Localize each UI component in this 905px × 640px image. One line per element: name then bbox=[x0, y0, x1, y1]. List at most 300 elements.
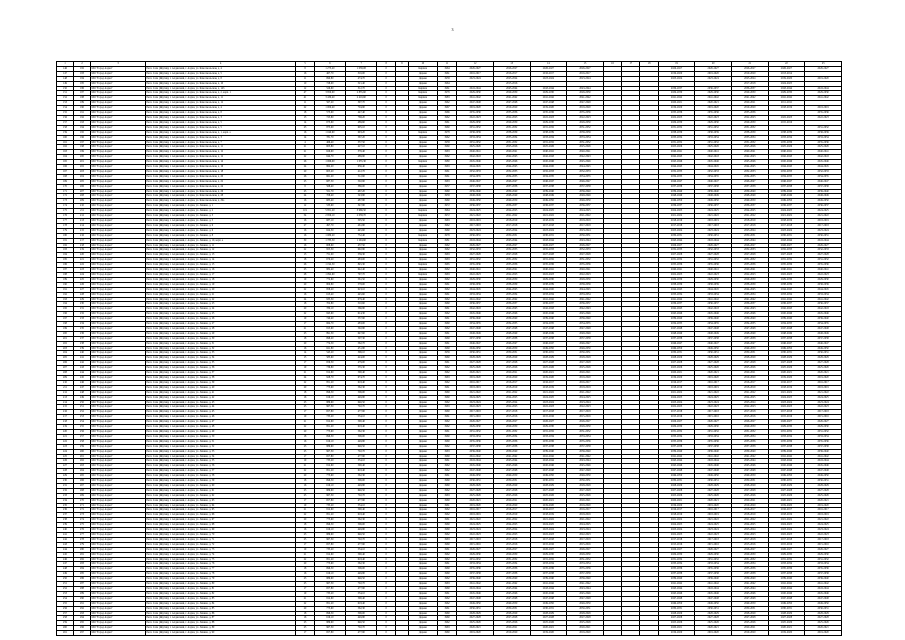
table-cell: Респ. Саха (Якутия), г. Алданский, г. Алдан, ул. Ленина, д. 23 bbox=[145, 302, 295, 307]
table-cell: 2027-2028 bbox=[658, 488, 695, 493]
table-cell: 2037-2038 bbox=[457, 444, 494, 449]
table-cell: 2049-2050 bbox=[493, 601, 530, 606]
table-cell: МО "Город Алдан" bbox=[91, 111, 146, 116]
table-cell: 2033-2034 bbox=[457, 135, 494, 140]
table-cell: 1960 bbox=[437, 454, 457, 459]
table-cell: Респ. Саха (Якутия), г. Алданский, г. Алдан, ул. Ленина, д. 25 bbox=[145, 312, 295, 317]
table-cell: 216 bbox=[74, 233, 91, 238]
table-cell: 2028-2029 bbox=[731, 611, 768, 616]
table-cell: 2039-2040 bbox=[530, 577, 567, 582]
table-cell: 0 bbox=[377, 130, 395, 135]
table-cell: Деревя bbox=[408, 219, 437, 224]
table-cell: 2019-2020 bbox=[731, 503, 768, 508]
table-cell: 0 bbox=[377, 292, 395, 297]
table-cell: 2021-2022 bbox=[768, 518, 805, 523]
table-cell: 2042-2043 bbox=[493, 155, 530, 160]
table-cell: 2025-2026 bbox=[658, 621, 695, 626]
table-cell: 1962 bbox=[437, 155, 457, 160]
table-cell: 2011-2012 bbox=[768, 101, 805, 106]
table-cell: 2024-2025 bbox=[530, 209, 567, 214]
table-cell: 241 bbox=[57, 533, 74, 538]
table-cell: 2031-2032 bbox=[457, 140, 494, 145]
table-cell: 2030-2031 bbox=[493, 233, 530, 238]
table-cell: 506,00 bbox=[346, 434, 377, 439]
table-cell: 2040-2041 bbox=[530, 150, 567, 155]
table-cell: 2022-2023 bbox=[658, 115, 695, 120]
table-cell: 0 bbox=[377, 307, 395, 312]
table-cell: 2020-2021 bbox=[493, 626, 530, 631]
table-cell: 2025-2026 bbox=[695, 366, 732, 371]
table-cell: 1962 bbox=[437, 312, 457, 317]
table-cell: 2018-2019 bbox=[658, 385, 695, 390]
table-cell: 231 bbox=[74, 307, 91, 312]
table-cell: 174 bbox=[57, 204, 74, 209]
table-cell: 2045-2046 bbox=[805, 464, 842, 469]
table-cell: 657,80 bbox=[314, 410, 345, 415]
table-cell: 254 bbox=[74, 420, 91, 425]
table-cell: 18 bbox=[296, 611, 314, 616]
table-cell: 2045-2046 bbox=[457, 591, 494, 596]
table-cell: 2039-2040 bbox=[530, 317, 567, 322]
table-cell: 2038-2039 bbox=[457, 282, 494, 287]
table-cell: 773,90 bbox=[314, 429, 345, 434]
table-cell: 2045-2046 bbox=[731, 312, 768, 317]
table-cell: 2035-2036 bbox=[805, 439, 842, 444]
table-cell: 1961 bbox=[437, 120, 457, 125]
table-cell: 2017-2018 bbox=[805, 410, 842, 415]
table-cell: 19 bbox=[296, 277, 314, 282]
table-cell: 2040-2041 bbox=[567, 268, 604, 273]
table-cell: 248 bbox=[74, 390, 91, 395]
table-cell: 2015-2016 bbox=[530, 415, 567, 420]
table-cell: Деревя bbox=[408, 616, 437, 621]
table-cell: 2031-2032 bbox=[567, 125, 604, 130]
table-cell: 183 bbox=[74, 71, 91, 76]
table-cell: Деревя bbox=[408, 228, 437, 233]
table-cell: 2018-2019 bbox=[493, 219, 530, 224]
table-cell: 618,40 bbox=[346, 513, 377, 518]
table-cell: 2025-2026 bbox=[567, 145, 604, 150]
table-cell: 2033-2034 bbox=[493, 135, 530, 140]
table-cell: Респ. Саха (Якутия), г. Алданский, г. Алдан, ул. Ленина, д. 67 bbox=[145, 518, 295, 523]
table-cell: 2045-2046 bbox=[493, 160, 530, 165]
table-cell: 2019-2020 bbox=[567, 376, 604, 381]
table-cell: 228 bbox=[57, 469, 74, 474]
table-cell: Респ. Саха (Якутия), г. Алданский, г. Алдан, ул. Ленина, д. 61 bbox=[145, 488, 295, 493]
table-cell: 2041-2042 bbox=[731, 582, 768, 587]
table-cell: 2045-2046 bbox=[530, 591, 567, 596]
table-cell: 2045-2046 bbox=[530, 312, 567, 317]
table-cell: 1960 bbox=[437, 483, 457, 488]
table-cell: 2026-2027 bbox=[567, 243, 604, 248]
table-cell: 2026-2027 bbox=[530, 547, 567, 552]
table-cell: 693,20 bbox=[346, 130, 377, 135]
table-cell: Респ. Саха (Якутия), г. Алданский, г. Алдан, ул. Ленина, д. 55 bbox=[145, 459, 295, 464]
table-cell: 2028-2029 bbox=[457, 611, 494, 616]
table-cell: 2025-2026 bbox=[658, 145, 695, 150]
table-cell: 1960 bbox=[437, 390, 457, 395]
table-cell: 2040-2041 bbox=[695, 150, 732, 155]
table-cell: 2045-2046 bbox=[493, 464, 530, 469]
table-cell: 150 bbox=[57, 86, 74, 91]
table-cell: 0 bbox=[377, 331, 395, 336]
table-cell: Респ. Саха (Якутия), г. Алданский, г. Алдан, ул. Ленина, д. 77 bbox=[145, 567, 295, 572]
table-cell: 2040-2041 bbox=[805, 150, 842, 155]
table-cell: Деревя bbox=[408, 282, 437, 287]
table-cell: 2047-2048 bbox=[493, 326, 530, 331]
table-cell: 507,30 bbox=[346, 336, 377, 341]
table-cell: МО "Город Алдан" bbox=[91, 376, 146, 381]
table-cell: 226 bbox=[74, 282, 91, 287]
table-cell: 2047-2048 bbox=[768, 596, 805, 601]
table-cell: 2048-2049 bbox=[457, 194, 494, 199]
table-cell: 2030-2031 bbox=[567, 479, 604, 484]
table-cell: 647,60 bbox=[346, 331, 377, 336]
table-cell: Деревя bbox=[408, 307, 437, 312]
table-cell: 2025-2026 bbox=[530, 145, 567, 150]
table-cell: Деревя bbox=[408, 626, 437, 631]
table-cell: 22 bbox=[296, 287, 314, 292]
table-cell: 23 bbox=[296, 331, 314, 336]
table-cell: 2041-2042 bbox=[530, 96, 567, 101]
table-cell: МО "Город Алдан" bbox=[91, 621, 146, 626]
table-cell: 2046-2047 bbox=[695, 341, 732, 346]
table-cell: 2021-2022 bbox=[530, 390, 567, 395]
table-cell: МО "Город Алдан" bbox=[91, 341, 146, 346]
table-cell: 0 bbox=[377, 233, 395, 238]
table-cell: 16 bbox=[296, 483, 314, 488]
table-cell: 0 bbox=[377, 287, 395, 292]
table-cell: 2033-2034 bbox=[658, 292, 695, 297]
table-cell: 2035-2036 bbox=[805, 140, 842, 145]
table-cell: 0 bbox=[377, 621, 395, 626]
table-cell: 590,40 bbox=[346, 371, 377, 376]
table-cell: 2027-2028 bbox=[768, 253, 805, 258]
table-cell: 2026-2027 bbox=[805, 66, 842, 71]
table-cell: 2019-2020 bbox=[768, 376, 805, 381]
table-cell: 2041-2042 bbox=[567, 582, 604, 587]
table-cell: 292 bbox=[74, 606, 91, 611]
table-cell: 690,80 bbox=[314, 76, 345, 81]
table-cell: 1961 bbox=[437, 71, 457, 76]
table-cell: 207 bbox=[74, 189, 91, 194]
table-cell: Респ. Саха (Якутия), г. Алданский, г. Алдан, ул. Комсомольская, д. 20 bbox=[145, 174, 295, 179]
table-cell: 237 bbox=[74, 336, 91, 341]
table-cell: 2039-2040 bbox=[493, 449, 530, 454]
table-cell: 2019-2020 bbox=[457, 631, 494, 636]
table-cell: 619,10 bbox=[314, 572, 345, 577]
table-cell: 0 bbox=[377, 66, 395, 71]
table-cell: 223 bbox=[74, 268, 91, 273]
table-cell: 692,80 bbox=[346, 248, 377, 253]
table-cell: 618,40 bbox=[346, 380, 377, 385]
table-cell: 2017-2018 bbox=[567, 410, 604, 415]
table-cell: Деревя bbox=[408, 120, 437, 125]
table-cell: 2049-2050 bbox=[658, 601, 695, 606]
table-cell: 2020-2021 bbox=[695, 371, 732, 376]
table-cell: 193 bbox=[57, 297, 74, 302]
table-cell: Деревя bbox=[408, 135, 437, 140]
table-cell: 2043-2044 bbox=[768, 238, 805, 243]
table-cell: 2032-2033 bbox=[805, 169, 842, 174]
table-cell: 0 bbox=[377, 76, 395, 81]
table-cell: 20 bbox=[296, 169, 314, 174]
table-cell: Респ. Саха (Якутия), г. Алданский, г. Алдан, ул. Комсомольская, д. 2, корп. 1 bbox=[145, 91, 295, 96]
table-cell: 2033-2034 bbox=[731, 562, 768, 567]
table-cell: 0 bbox=[377, 415, 395, 420]
table-cell: 2045-2046 bbox=[658, 464, 695, 469]
table-cell: 1962 bbox=[437, 400, 457, 405]
table-cell: 2035-2036 bbox=[695, 567, 732, 572]
table-cell: 260 bbox=[57, 626, 74, 631]
table-cell: 18 bbox=[296, 567, 314, 572]
table-cell: 2037-2038 bbox=[457, 572, 494, 577]
table-cell: 2024-2025 bbox=[768, 523, 805, 528]
table-cell: МО "Город Алдан" bbox=[91, 429, 146, 434]
table-cell: 2046-2047 bbox=[731, 179, 768, 184]
table-cell: 2046-2047 bbox=[805, 179, 842, 184]
table-cell: 263 bbox=[74, 464, 91, 469]
table-cell: 199 bbox=[74, 150, 91, 155]
table-cell: 22 bbox=[296, 380, 314, 385]
table-cell: 2017-2018 bbox=[457, 223, 494, 228]
table-cell: Респ. Саха (Якутия), г. Алданский, г. Алдан, ул. Ленина, д. 81 bbox=[145, 586, 295, 591]
table-cell: 543,80 bbox=[346, 194, 377, 199]
table-cell: 2041-2042 bbox=[567, 96, 604, 101]
table-cell: 261 bbox=[57, 631, 74, 636]
table-cell: 8 bbox=[296, 184, 314, 189]
table-cell: 2035-2036 bbox=[768, 140, 805, 145]
table-cell: МО "Город Алдан" bbox=[91, 385, 146, 390]
table-cell: 1963 bbox=[437, 449, 457, 454]
table-cell: 2033-2034 bbox=[457, 292, 494, 297]
table-cell: 619,10 bbox=[314, 616, 345, 621]
table-cell: 23 bbox=[296, 577, 314, 582]
table-cell: 206 bbox=[74, 184, 91, 189]
table-cell: 0 bbox=[377, 101, 395, 106]
table-cell: 281 bbox=[74, 552, 91, 557]
header-cell: 12 bbox=[457, 62, 494, 67]
table-cell: Деревя bbox=[408, 513, 437, 518]
table-cell: 2026-2027 bbox=[695, 243, 732, 248]
table-cell: 483,00 bbox=[346, 258, 377, 263]
table-cell: Деревя bbox=[408, 621, 437, 626]
table-cell: 2036-2037 bbox=[567, 204, 604, 209]
table-cell: 1981 bbox=[437, 238, 457, 243]
table-cell: 882,40 bbox=[314, 268, 345, 273]
table-cell: 2022-2023 bbox=[805, 405, 842, 410]
table-cell: 2015-2016 bbox=[768, 120, 805, 125]
table-cell: 2023-2024 bbox=[658, 228, 695, 233]
table-cell: МО "Город Алдан" bbox=[91, 390, 146, 395]
table-row bbox=[57, 631, 842, 636]
table-cell: 8 bbox=[296, 66, 314, 71]
table-cell: 1962 bbox=[437, 444, 457, 449]
table-cell: 216 bbox=[57, 410, 74, 415]
table-cell: МО "Город Алдан" bbox=[91, 66, 146, 71]
header-cell: 7 bbox=[346, 62, 377, 67]
table-cell: 25 bbox=[296, 582, 314, 587]
table-cell: 2039-2040 bbox=[731, 449, 768, 454]
table-cell: 1963 bbox=[437, 493, 457, 498]
table-cell: 2048-2049 bbox=[530, 331, 567, 336]
table-cell: 18 bbox=[296, 336, 314, 341]
table-cell: 2023-2024 bbox=[695, 528, 732, 533]
table-cell: 250 bbox=[74, 400, 91, 405]
table-cell: 17 bbox=[296, 454, 314, 459]
table-cell: 0 bbox=[377, 626, 395, 631]
table-cell: 0 bbox=[377, 361, 395, 366]
table-cell: МО "Город Алдан" bbox=[91, 444, 146, 449]
table-cell: 2039-2040 bbox=[493, 577, 530, 582]
table-cell: 223 bbox=[57, 444, 74, 449]
table-cell: 2017-2018 bbox=[493, 410, 530, 415]
table-cell: 2040-2041 bbox=[695, 268, 732, 273]
table-cell: 20 bbox=[296, 518, 314, 523]
table-cell: 590,40 bbox=[346, 420, 377, 425]
table-cell: 1964 bbox=[437, 81, 457, 86]
table-cell: 614,30 bbox=[346, 312, 377, 317]
table-cell: 935,30 bbox=[314, 297, 345, 302]
table-cell: 618,40 bbox=[346, 469, 377, 474]
table-cell: 274 bbox=[74, 518, 91, 523]
table-cell: 2024-2025 bbox=[695, 395, 732, 400]
table-cell: Респ. Саха (Якутия), г. Алданский, г. Алдан, ул. Ленина, д. 11 bbox=[145, 243, 295, 248]
table-cell: Респ. Саха (Якутия), г. Алданский, г. Алдан, ул. Комсомольская, д. 5 bbox=[145, 125, 295, 130]
table-cell: 184 bbox=[74, 76, 91, 81]
table-cell: 2036-2037 bbox=[658, 302, 695, 307]
table-cell: 2018-2019 bbox=[805, 219, 842, 224]
table-cell: 2021-2022 bbox=[530, 518, 567, 523]
table-cell: 1961 bbox=[437, 169, 457, 174]
table-cell: 14 bbox=[296, 351, 314, 356]
table-cell: 0 bbox=[377, 616, 395, 621]
table-cell: 20 bbox=[296, 606, 314, 611]
table-cell: 2031-2032 bbox=[530, 429, 567, 434]
table-cell: Деревя bbox=[408, 140, 437, 145]
table-cell: 2016-2017 bbox=[457, 71, 494, 76]
table-cell: МО "Город Алдан" bbox=[91, 591, 146, 596]
table-cell: 2049-2050 bbox=[530, 601, 567, 606]
table-cell: 2026-2027 bbox=[805, 420, 842, 425]
table-cell: 218 bbox=[74, 243, 91, 248]
table-cell: 636,40 bbox=[346, 165, 377, 170]
table-cell: Респ. Саха (Якутия), г. Алданский, г. Алдан, ул. Ленина, д. 37 bbox=[145, 371, 295, 376]
table-cell: 25 bbox=[296, 626, 314, 631]
table-cell: 211 bbox=[74, 209, 91, 214]
table-cell: 2020-2021 bbox=[658, 498, 695, 503]
table-cell: 698,20 bbox=[314, 336, 345, 341]
table-cell: 1960 bbox=[437, 523, 457, 528]
table-cell: 0 bbox=[377, 302, 395, 307]
table-cell: 955,30 bbox=[314, 248, 345, 253]
table-cell: 2041-2042 bbox=[768, 297, 805, 302]
table-cell: 2035-2036 bbox=[530, 263, 567, 268]
table-cell: 347,80 bbox=[346, 204, 377, 209]
table-cell: 2036-2037 bbox=[805, 302, 842, 307]
table-cell: МО "Город Алдан" bbox=[91, 184, 146, 189]
table-cell: 2037-2038 bbox=[695, 572, 732, 577]
table-cell: 2045-2046 bbox=[567, 464, 604, 469]
table-cell: 2030-2031 bbox=[658, 479, 695, 484]
table-cell: Респ. Саха (Якутия), г. Алданский, г. Алдан, ул. Ленина, д. 80 bbox=[145, 582, 295, 587]
table-cell: 2027-2028 bbox=[457, 253, 494, 258]
table-cell: 2015-2016 bbox=[493, 415, 530, 420]
table-cell: 1962 bbox=[437, 277, 457, 282]
table-cell: 2030-2031 bbox=[805, 606, 842, 611]
table-cell: Респ. Саха (Якутия), г. Алданский, г. Алдан, ул. Комсомольская, д. 12 bbox=[145, 155, 295, 160]
table-cell: 22 bbox=[296, 557, 314, 562]
table-cell: 2018-2019 bbox=[805, 513, 842, 518]
table-cell: 583,60 bbox=[314, 356, 345, 361]
table-cell: Респ. Саха (Якутия), г. Алданский, г. Алдан, ул. Комсомольская, д. 11 bbox=[145, 145, 295, 150]
table-cell: МО "Город Алдан" bbox=[91, 626, 146, 631]
table-cell: 190 bbox=[74, 106, 91, 111]
table-cell: 1962 bbox=[437, 223, 457, 228]
table-cell: МО "Город Алдан" bbox=[91, 611, 146, 616]
table-cell: 2032-2033 bbox=[530, 169, 567, 174]
table-cell: 2022-2023 bbox=[567, 272, 604, 277]
table-cell: 1960 bbox=[437, 611, 457, 616]
table-cell: 2043-2044 bbox=[731, 459, 768, 464]
table-cell: 2045-2046 bbox=[567, 312, 604, 317]
table-cell: 1958 bbox=[437, 140, 457, 145]
table-cell: 2036-2037 bbox=[695, 302, 732, 307]
table-cell: 16 bbox=[296, 439, 314, 444]
table-cell: 535,30 bbox=[346, 366, 377, 371]
table-cell: 2015-2016 bbox=[731, 542, 768, 547]
table-cell: 202 bbox=[74, 165, 91, 170]
table-cell: 2024-2025 bbox=[731, 523, 768, 528]
table-cell: 194 bbox=[74, 125, 91, 130]
table-cell: 2018-2019 bbox=[805, 385, 842, 390]
table-cell: 205 bbox=[57, 356, 74, 361]
table-cell: 19 bbox=[296, 415, 314, 420]
table-cell: 2019-2020 bbox=[768, 76, 805, 81]
table-cell: 2034-2035 bbox=[695, 174, 732, 179]
table-cell: 1961 bbox=[437, 361, 457, 366]
table-cell: 2046-2047 bbox=[768, 341, 805, 346]
table-cell: 2019-2020 bbox=[805, 376, 842, 381]
table-cell: Респ. Саха (Якутия), г. Алданский, г. Алдан, ул. Ленина, д. 6 bbox=[145, 228, 295, 233]
table-cell: 2027-2028 bbox=[805, 616, 842, 621]
table-cell: 0 bbox=[377, 150, 395, 155]
table-cell: Респ. Саха (Якутия), г. Алданский, г. Алдан, ул. Комсомольская, д. 5 bbox=[145, 71, 295, 76]
table-cell: 26 bbox=[296, 263, 314, 268]
table-cell: 2029-2030 bbox=[530, 425, 567, 430]
table-cell: 290 bbox=[74, 596, 91, 601]
table-cell: Респ. Саха (Якутия), г. Алданский, г. Алдан, ул. Ленина, д. 1 bbox=[145, 204, 295, 209]
table-cell: 0 bbox=[377, 498, 395, 503]
table-cell: 2033-2034 bbox=[530, 292, 567, 297]
table-cell: 2028-2029 bbox=[567, 611, 604, 616]
table-cell: 545,20 bbox=[314, 351, 345, 356]
table-cell: 21 bbox=[296, 145, 314, 150]
table-cell: 0 bbox=[377, 572, 395, 577]
table-cell: Деревя bbox=[408, 312, 437, 317]
table-cell: 2023-2024 bbox=[768, 528, 805, 533]
table-cell: 2034-2035 bbox=[805, 174, 842, 179]
table-cell: 477,90 bbox=[346, 410, 377, 415]
table-cell: 2047-2048 bbox=[457, 469, 494, 474]
table-cell: 2036-2037 bbox=[530, 204, 567, 209]
table-cell: Деревя bbox=[408, 586, 437, 591]
table-cell: 2035-2036 bbox=[805, 263, 842, 268]
table-cell: 2038-2039 bbox=[695, 130, 732, 135]
table-cell: 2026-2027 bbox=[457, 66, 494, 71]
table-cell: 2049-2050 bbox=[530, 199, 567, 204]
table-cell: 178 bbox=[57, 223, 74, 228]
